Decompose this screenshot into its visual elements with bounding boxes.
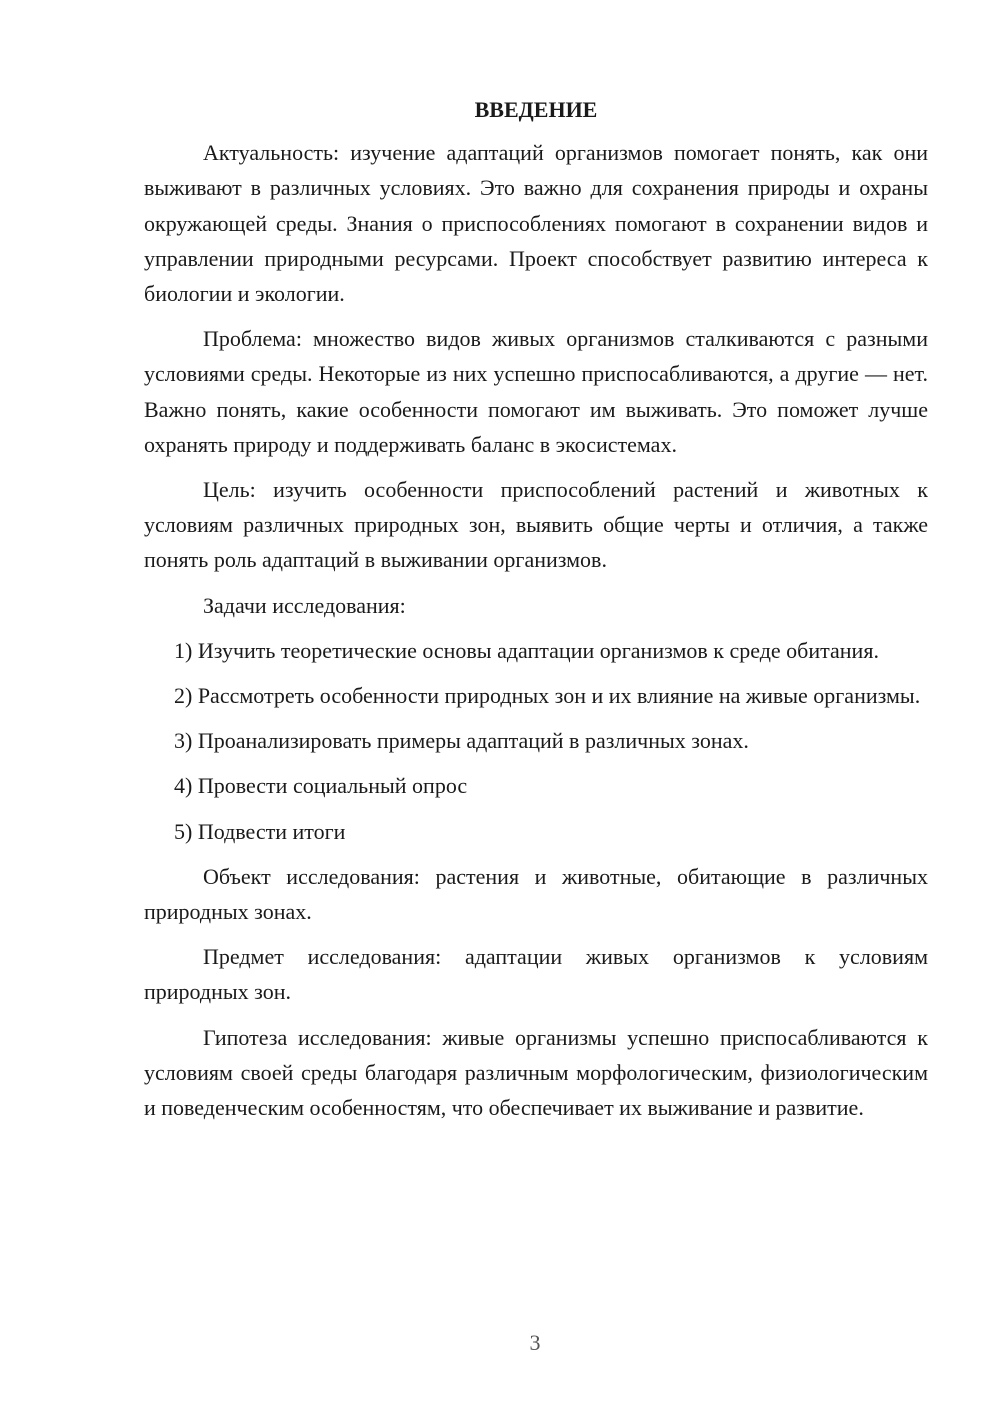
page-number: 3 (529, 1330, 541, 1355)
tasks-heading: Задачи исследования: (203, 592, 406, 618)
task-item-4: 4) Провести социальный опрос (174, 773, 468, 799)
relevance-paragraph: Актуальность: изучение адаптаций организмов помогает понять, как они выживают в различных условиях. Это важно для сохранения природы и охраны окружающей среды. Знания о приспособлениях помогают в сохранении видов и управлении природными ресурсами. Проект способствует развитию интереса к биологии и экологии. (144, 140, 928, 307)
page-content (144, 92, 928, 1135)
task-item-3: 3) Проанализировать примеры адаптаций в различных зонах. (174, 728, 749, 754)
problem-paragraph: Проблема: множество видов живых организмов сталкиваются с разными условиями среды. Некоторые из них успешно приспосабливаются, а другие — нет. Важно понять, какие особенности помогают им выживать. Это поможет лучше охранять природу и поддерживать баланс в экосистемах. (144, 326, 928, 457)
task-item-2: 2) Рассмотреть особенности природных зон и их влияние на живые организмы. (174, 683, 921, 709)
object-paragraph: Объект исследования: растения и животные, обитающие в различных природных зонах. (144, 863, 928, 925)
task-item-5: 5) Подвести итоги (174, 818, 346, 844)
section-title: ВВЕДЕНИЕ (474, 97, 598, 122)
subject-paragraph: Предмет исследования: адаптации живых организмов к условиям природных зон. (144, 944, 928, 1005)
hypothesis-paragraph: Гипотеза исследования: живые организмы успешно приспосабливаются к условиям своей среды благодаря различным морфологическим, физиологическим и поведенческим особенностям, что обеспечивает их выживание и развитие. (144, 1024, 928, 1121)
goal-paragraph: Цель: изучить особенности приспособлений растений и животных к условиям различных природных зон, выявить общие черты и отличия, а также понять роль адаптаций в выживании организмов. (144, 477, 928, 573)
task-item-1: 1) Изучить теоретические основы адаптации организмов к среде обитания. (174, 637, 879, 663)
